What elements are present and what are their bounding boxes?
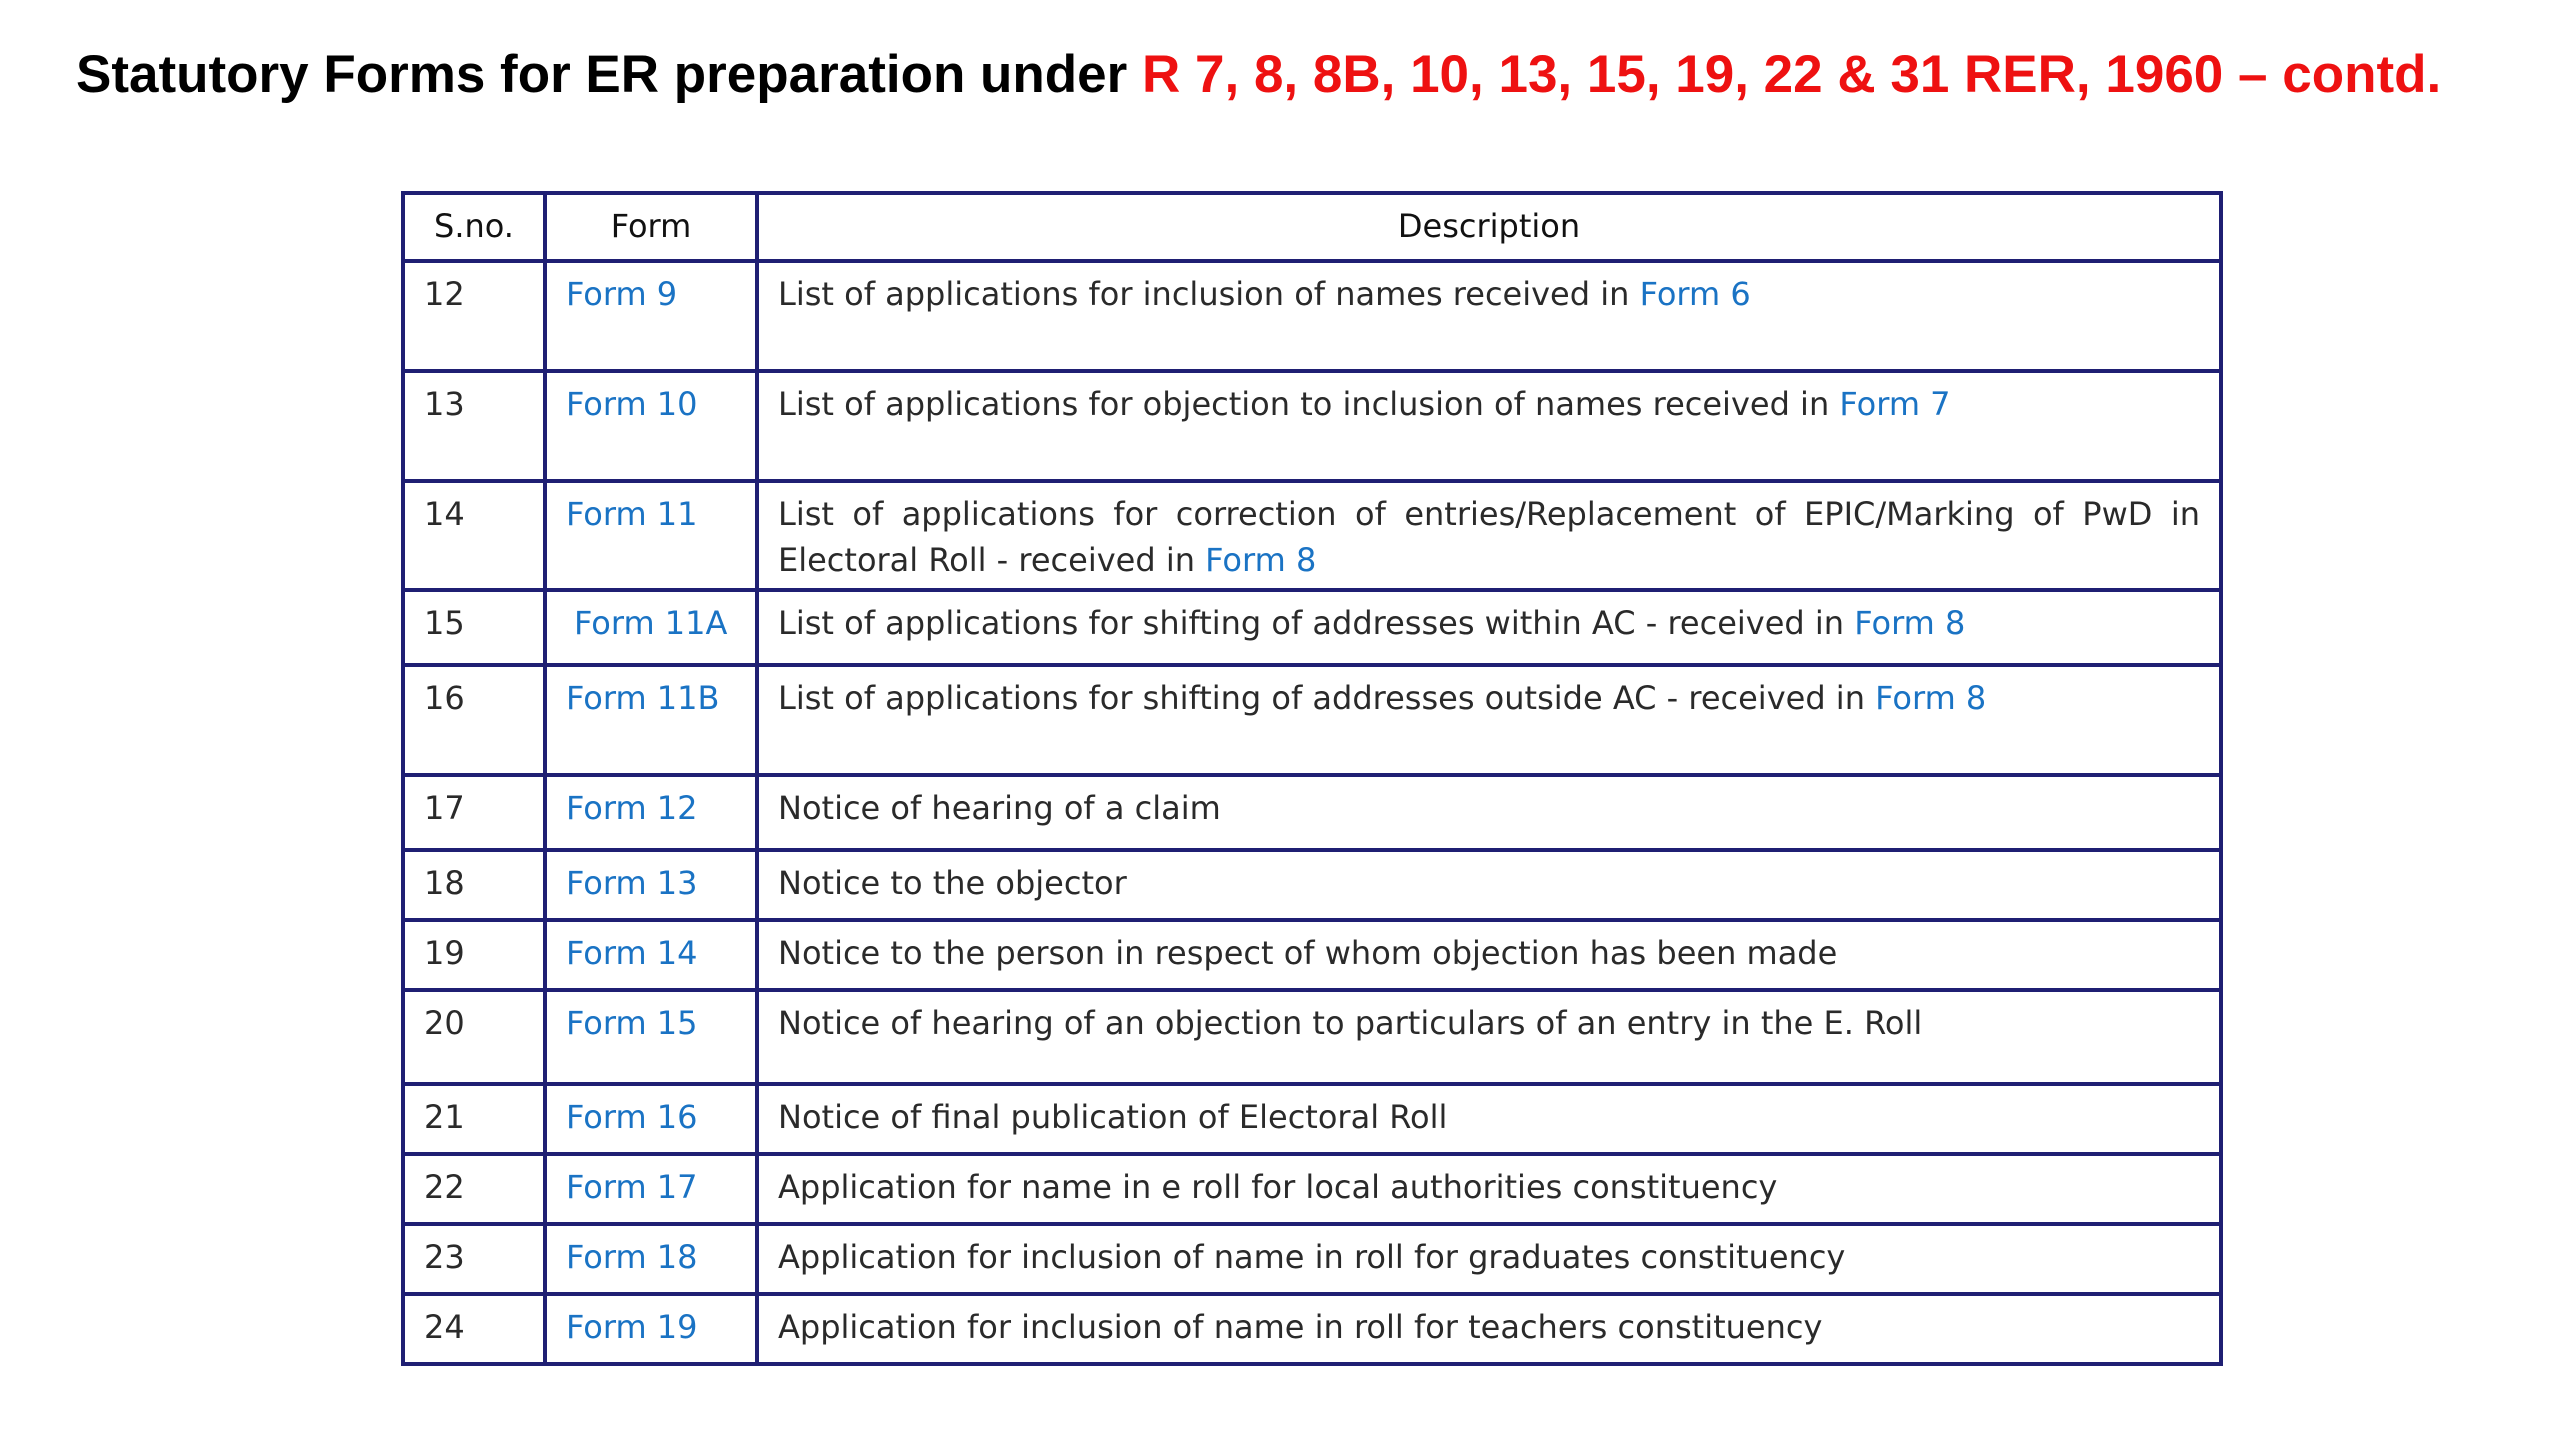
description-form-link[interactable]: Form 8 (1205, 541, 1317, 579)
row-sno: 18 (403, 850, 545, 920)
row-description: Application for inclusion of name in roll for teachers constituency (757, 1294, 2221, 1364)
row-form-link[interactable]: Form 17 (545, 1154, 757, 1224)
header-description: Description (757, 193, 2221, 261)
row-form-link[interactable]: Form 13 (545, 850, 757, 920)
table-row (403, 775, 2221, 850)
row-form-link[interactable]: Form 9 (545, 261, 757, 371)
row-form-link[interactable]: Form 11 (545, 481, 757, 590)
row-description: Notice to the person in respect of whom objection has been made (757, 920, 2221, 990)
row-description: Notice of hearing of an objection to particulars of an entry in the E. Roll (757, 990, 2221, 1084)
row-description (757, 590, 2221, 665)
title-text: Statutory Forms for ER preparation under (76, 45, 1128, 104)
table-row (403, 990, 2221, 1084)
row-description: Notice of hearing of a claim (757, 775, 2221, 850)
row-sno: 17 (403, 775, 545, 850)
title-rule-reference: R 7, 8, 8B, 10, 13, 15, 19, 22 & 31 RER, 1960 – contd. (1142, 45, 2442, 104)
row-form-link[interactable]: Form 15 (545, 990, 757, 1084)
row-sno: 13 (403, 371, 545, 481)
description-text: List of applications for shifting of addresses within AC - received in (778, 604, 1845, 642)
row-sno: 12 (403, 261, 545, 371)
header-form: Form (545, 193, 757, 261)
table-row (403, 850, 2221, 920)
row-form-link[interactable]: Form 16 (545, 1084, 757, 1154)
row-form-link[interactable]: Form 11A (545, 590, 757, 665)
table-row (403, 920, 2221, 990)
description-form-link[interactable]: Form 8 (1875, 679, 1987, 717)
table-row (403, 1154, 2221, 1224)
description-form-link[interactable]: Form 6 (1639, 275, 1751, 313)
row-description (757, 481, 2221, 590)
description-text: List of applications for correction of entries/Replacement of EPIC/Marking of PwD in Electoral Roll - received in (778, 495, 2200, 579)
row-sno: 21 (403, 1084, 545, 1154)
description-form-link[interactable]: Form 7 (1839, 385, 1951, 423)
row-description: Application for name in e roll for local authorities constituency (757, 1154, 2221, 1224)
table-row (403, 1084, 2221, 1154)
table-row (403, 1224, 2221, 1294)
row-form-link[interactable]: Form 10 (545, 371, 757, 481)
row-description (757, 371, 2221, 481)
row-description (757, 261, 2221, 371)
statutory-forms-table (401, 191, 2223, 1366)
table-row (403, 665, 2221, 775)
table-row (403, 590, 2221, 665)
row-sno: 22 (403, 1154, 545, 1224)
row-sno: 20 (403, 990, 545, 1084)
table-header-row (403, 193, 2221, 261)
row-description: Application for inclusion of name in roll for graduates constituency (757, 1224, 2221, 1294)
header-sno: S.no. (403, 193, 545, 261)
description-text: List of applications for inclusion of names received in (778, 275, 1630, 313)
table-row (403, 261, 2221, 371)
table-row (403, 481, 2221, 590)
table-row (403, 371, 2221, 481)
description-text: List of applications for shifting of addresses outside AC - received in (778, 679, 1865, 717)
row-sno: 19 (403, 920, 545, 990)
row-sno: 16 (403, 665, 545, 775)
row-sno: 14 (403, 481, 545, 590)
row-description: Notice to the objector (757, 850, 2221, 920)
description-text: List of applications for objection to inclusion of names received in (778, 385, 1830, 423)
table-row (403, 1294, 2221, 1364)
row-description (757, 665, 2221, 775)
row-sno: 15 (403, 590, 545, 665)
row-description: Notice of final publication of Electoral Roll (757, 1084, 2221, 1154)
row-sno: 23 (403, 1224, 545, 1294)
row-sno: 24 (403, 1294, 545, 1364)
description-form-link[interactable]: Form 8 (1854, 604, 1966, 642)
row-form-link[interactable]: Form 19 (545, 1294, 757, 1364)
row-form-link[interactable]: Form 11B (545, 665, 757, 775)
row-form-link[interactable]: Form 18 (545, 1224, 757, 1294)
row-form-link[interactable]: Form 12 (545, 775, 757, 850)
row-form-link[interactable]: Form 14 (545, 920, 757, 990)
slide-title (76, 40, 2441, 110)
